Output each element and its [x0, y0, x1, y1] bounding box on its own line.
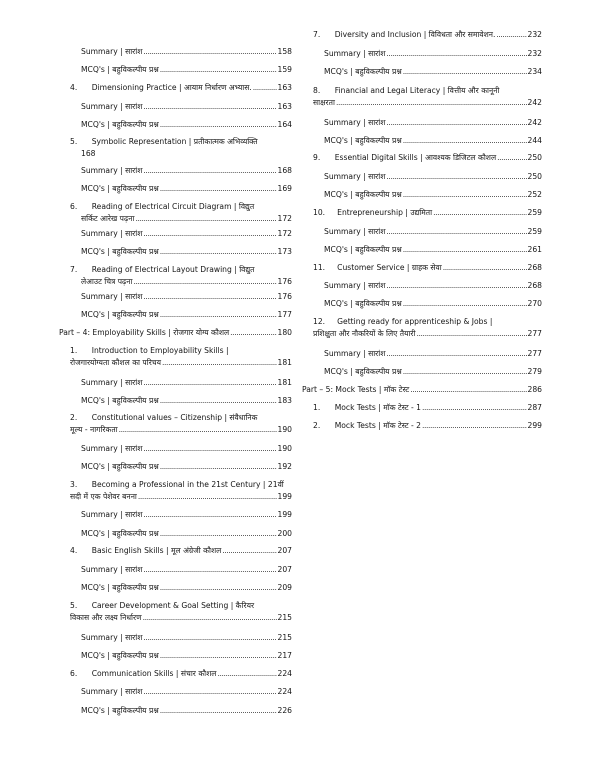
toc-entry — [70, 509, 292, 521]
toc-entry-title: 9. Essential Digital Skills | आवश्यक डिजिटल कौशल — [313, 153, 497, 162]
toc-entry-title: MCQ's | बहुविकल्पीय प्रश्न — [81, 120, 159, 129]
toc-entry-title-cont: लेआउट चित्र पढ़ना — [81, 277, 133, 286]
dot-leader — [386, 280, 526, 292]
dot-leader — [160, 650, 277, 662]
toc-entry-title: Summary | सारांश — [324, 172, 386, 181]
toc-page-number: 172 — [277, 214, 292, 223]
toc-part-heading — [302, 384, 542, 396]
toc-page-number: 176 — [277, 292, 292, 301]
toc-entry — [313, 262, 542, 274]
toc-page-number: 242 — [527, 98, 542, 107]
toc-entry — [70, 291, 292, 303]
dot-leader — [143, 228, 276, 240]
toc-entry — [70, 632, 292, 644]
toc-entry — [313, 117, 542, 129]
toc-part-heading — [59, 327, 292, 339]
toc-entry-title: MCQ's | बहुविकल्पीय प्रश्न — [81, 651, 159, 660]
toc-entry-title: Summary | सारांश — [81, 510, 143, 519]
toc-entry — [70, 136, 292, 160]
toc-entry-title: 1. Introduction to Employability Skills | — [70, 346, 229, 355]
toc-entry — [313, 226, 542, 238]
toc-entry-title: Summary | सारांश — [81, 444, 143, 453]
toc-page-number: 215 — [277, 613, 292, 622]
toc-entry-title: MCQ's | बहुविकल्पीय प्रश्न — [324, 245, 402, 254]
toc-page-number: 259 — [527, 208, 542, 217]
dot-leader — [160, 528, 277, 540]
dot-leader — [143, 291, 276, 303]
dot-leader — [143, 612, 277, 624]
toc-entry-title: MCQ's | बहुविकल्पीय प्रश्न — [81, 706, 159, 715]
toc-page-number: 168 — [81, 149, 96, 158]
toc-entry-title: 1. Mock Tests | मॉक टेस्ट - 1 — [313, 403, 421, 412]
toc-page-number: 192 — [277, 462, 292, 471]
toc-page-number: 268 — [527, 281, 542, 290]
toc-entry-title: Summary | सारांश — [81, 565, 143, 574]
dot-leader — [143, 443, 276, 455]
toc-entry — [313, 135, 542, 147]
dot-leader — [422, 402, 527, 414]
toc-entry-title: 12. Getting ready for apprenticeship & Jobs | — [313, 317, 493, 326]
dot-leader — [443, 262, 527, 274]
dot-leader — [138, 491, 277, 503]
toc-entry-title: Summary | सारांश — [81, 166, 143, 175]
dot-leader — [403, 189, 527, 201]
toc-entry-title: MCQ's | बहुविकल्पीय प्रश्न — [81, 462, 159, 471]
dot-leader — [143, 377, 276, 389]
toc-entry-title: Summary | सारांश — [324, 349, 386, 358]
toc-entry — [70, 545, 292, 557]
toc-entry — [313, 66, 542, 78]
toc-entry — [313, 152, 542, 164]
toc-entry-title: 2. Mock Tests | मॉक टेस्ट - 2 — [313, 421, 421, 430]
toc-entry-title: Summary | सारांश — [324, 118, 386, 127]
dot-leader — [433, 207, 526, 219]
toc-entry — [70, 228, 292, 240]
dot-leader — [143, 686, 276, 698]
toc-entry-title: 5. Symbolic Representation | प्रतीकात्मक अभिव्यक्ति — [70, 137, 258, 146]
toc-entry — [70, 201, 292, 225]
toc-entry — [70, 165, 292, 177]
toc-entry — [313, 298, 542, 310]
toc-page-number: 172 — [277, 229, 292, 238]
toc-entry — [70, 264, 292, 288]
toc-page-number: 268 — [527, 263, 542, 272]
toc-page-number: 299 — [527, 421, 542, 430]
toc-page-number: 181 — [277, 358, 292, 367]
toc-entry — [70, 246, 292, 258]
toc-entry-title: 4. Basic English Skills | मूल अंग्रेजी कौशल — [70, 546, 222, 555]
toc-entry — [70, 345, 292, 369]
toc-entry-title: Summary | सारांश — [81, 47, 143, 56]
toc-page-number: 287 — [527, 403, 542, 412]
toc-entry — [70, 705, 292, 717]
toc-page-number: 158 — [277, 47, 292, 56]
dot-leader — [143, 509, 276, 521]
dot-leader — [160, 309, 277, 321]
toc-entry — [313, 171, 542, 183]
dot-leader — [217, 668, 276, 680]
toc-page-number: 180 — [277, 328, 292, 337]
toc-entry-title: MCQ's | बहुविकल्पीय प्रश्न — [324, 190, 402, 199]
toc-entry-title: MCQ's | बहुविकल्पीय प्रश्न — [81, 310, 159, 319]
toc-page-number: 190 — [277, 425, 292, 434]
toc-entry — [70, 309, 292, 321]
toc-entry-title: 6. Communication Skills | संचार कौशल — [70, 669, 217, 678]
toc-entry-title: MCQ's | बहुविकल्पीय प्रश्न — [81, 583, 159, 592]
dot-leader — [386, 171, 526, 183]
toc-page-number: 177 — [277, 310, 292, 319]
dot-leader — [410, 384, 526, 396]
toc-page-number: 261 — [527, 245, 542, 254]
toc-entry-title: Summary | सारांश — [81, 292, 143, 301]
toc-entry — [313, 85, 542, 109]
toc-entry-title: 5. Career Development & Goal Setting | कैरियर — [70, 601, 255, 610]
dot-leader — [403, 244, 527, 256]
toc-entry — [70, 119, 292, 131]
dot-leader — [222, 545, 276, 557]
toc-entry-title: Summary | सारांश — [81, 102, 143, 111]
toc-entry — [313, 189, 542, 201]
toc-entry — [313, 207, 542, 219]
toc-page-number: 190 — [277, 444, 292, 453]
toc-entry — [313, 420, 542, 432]
toc-entry — [313, 316, 542, 340]
toc-entry — [70, 64, 292, 76]
toc-entry-title-cont: साक्षरता — [313, 98, 335, 107]
toc-entry — [70, 686, 292, 698]
toc-page-number: 163 — [277, 102, 292, 111]
toc-entry-title-cont: प्रशिक्षुता और नौकरियों के लिए तैयारी — [313, 329, 416, 338]
toc-entry-title: Summary | सारांश — [324, 49, 386, 58]
toc-page-number: 207 — [277, 546, 292, 555]
toc-page-number: 226 — [277, 706, 292, 715]
toc-entry-title: MCQ's | बहुविकल्पीय प्रश्न — [324, 136, 402, 145]
toc-entry — [313, 366, 542, 378]
toc-page-number: 224 — [277, 669, 292, 678]
toc-entry-title: MCQ's | बहुविकल्पीय प्रश्न — [324, 67, 402, 76]
toc-page-number: 173 — [277, 247, 292, 256]
toc-entry-title: Part – 4: Employability Skills | रोजगार योग्य कौशल — [59, 328, 230, 337]
toc-entry-title: 7. Reading of Electrical Layout Drawing | विद्युत — [70, 265, 255, 274]
toc-page-number: 224 — [277, 687, 292, 696]
dot-leader — [160, 395, 277, 407]
toc-page-number: 199 — [277, 510, 292, 519]
toc-entry-title-cont: विकास और लक्ष्य निर्धारण — [70, 613, 142, 622]
toc-entry-title: 10. Entrepreneurship | उद्यमिता — [313, 208, 433, 217]
dot-leader — [160, 183, 277, 195]
dot-leader — [403, 298, 527, 310]
dot-leader — [253, 82, 277, 94]
dot-leader — [143, 632, 276, 644]
toc-entry — [313, 48, 542, 60]
toc-entry-title: Summary | सारांश — [81, 687, 143, 696]
toc-entry — [70, 82, 292, 94]
toc-entry — [70, 101, 292, 113]
dot-leader — [496, 29, 526, 41]
toc-entry-title: 8. Financial and Legal Literacy | वित्तीय और कानूनी — [313, 86, 500, 95]
toc-entry-title: MCQ's | बहुविकल्पीय प्रश्न — [81, 65, 159, 74]
toc-page-number: 176 — [277, 277, 292, 286]
toc-page-number: 168 — [277, 166, 292, 175]
dot-leader — [386, 348, 526, 360]
toc-entry-title: Summary | सारांश — [324, 281, 386, 290]
dot-leader — [160, 582, 277, 594]
toc-entry — [70, 461, 292, 473]
toc-entry-title: 2. Constitutional values – Citizenship | संवैधानिक — [70, 413, 258, 422]
toc-entry-title-cont: रोजगारयोग्यता कौशल का परिचय — [70, 358, 162, 367]
dot-leader — [119, 424, 277, 436]
dot-leader — [386, 48, 526, 60]
dot-leader — [143, 564, 276, 576]
toc-entry-title: 4. Dimensioning Practice | आयाम निर्धारण अभ्यास. — [70, 83, 252, 92]
dot-leader — [162, 357, 276, 369]
toc-entry — [313, 280, 542, 292]
dot-leader — [386, 117, 526, 129]
toc-page-number: 259 — [527, 227, 542, 236]
toc-page-number: 159 — [277, 65, 292, 74]
toc-page-number: 181 — [277, 378, 292, 387]
toc-entry-title: MCQ's | बहुविकल्पीय प्रश्न — [324, 299, 402, 308]
toc-entry — [313, 402, 542, 414]
dot-leader — [133, 276, 276, 288]
toc-page-number: 207 — [277, 565, 292, 574]
dot-leader — [497, 152, 526, 164]
dot-leader — [403, 135, 527, 147]
toc-entry-title: 3. Becoming a Professional in the 21st Century | 21वीं — [70, 480, 284, 489]
toc-page-number: 250 — [527, 172, 542, 181]
toc-page-number: 244 — [527, 136, 542, 145]
dot-leader — [403, 366, 527, 378]
toc-entry — [313, 29, 542, 41]
toc-entry-title: MCQ's | बहुविकल्पीय प्रश्न — [81, 184, 159, 193]
dot-leader — [403, 66, 527, 78]
dot-leader — [160, 461, 277, 473]
toc-page-number: 277 — [527, 329, 542, 338]
toc-page-number: 217 — [277, 651, 292, 660]
dot-leader — [135, 213, 276, 225]
toc-entry — [313, 244, 542, 256]
toc-entry — [70, 443, 292, 455]
toc-page-number: 286 — [527, 385, 542, 394]
dot-leader — [422, 420, 527, 432]
toc-entry-title: 11. Customer Service | ग्राहक सेवा — [313, 263, 442, 272]
toc-entry — [70, 528, 292, 540]
toc-entry — [70, 582, 292, 594]
dot-leader — [143, 46, 276, 58]
toc-page-number: 183 — [277, 396, 292, 405]
toc-entry — [70, 412, 292, 436]
toc-entry-title: 7. Diversity and Inclusion | विविधता और समावेशन. — [313, 30, 496, 39]
toc-entry-title: Summary | सारांश — [81, 378, 143, 387]
toc-entry — [70, 395, 292, 407]
toc-page-number: 163 — [277, 83, 292, 92]
toc-page-number: 169 — [277, 184, 292, 193]
toc-entry — [70, 564, 292, 576]
toc-entry — [70, 377, 292, 389]
toc-entry-title-cont: मूल्य - नागरिकता — [70, 425, 118, 434]
toc-entry — [70, 600, 292, 624]
toc-page-number: 215 — [277, 633, 292, 642]
toc-page-number: 279 — [527, 367, 542, 376]
dot-leader — [160, 119, 277, 131]
toc-page-number: 232 — [527, 49, 542, 58]
toc-entry-title: Summary | सारांश — [324, 227, 386, 236]
toc-page-number: 277 — [527, 349, 542, 358]
toc-entry-title: MCQ's | बहुविकल्पीय प्रश्न — [81, 529, 159, 538]
dot-leader — [143, 165, 276, 177]
toc-page-number: 270 — [527, 299, 542, 308]
toc-entry-title: Summary | सारांश — [81, 633, 143, 642]
toc-entry — [313, 348, 542, 360]
dot-leader — [230, 327, 276, 339]
toc-page-number: 164 — [277, 120, 292, 129]
toc-entry-title-cont: सदी में एक पेशेवर बनना — [70, 492, 137, 501]
toc-entry — [70, 183, 292, 195]
toc-page-number: 234 — [527, 67, 542, 76]
toc-page-number: 250 — [527, 153, 542, 162]
toc-entry-title-cont: सर्किट आरेख पढ़ना — [81, 214, 135, 223]
toc-page-number: 242 — [527, 118, 542, 127]
toc-entry — [70, 650, 292, 662]
dot-leader — [160, 705, 277, 717]
toc-page-number: 252 — [527, 190, 542, 199]
toc-page-number: 232 — [527, 30, 542, 39]
toc-entry — [70, 479, 292, 503]
toc-page-number: 200 — [277, 529, 292, 538]
dot-leader — [417, 328, 527, 340]
toc-entry-title: MCQ's | बहुविकल्पीय प्रश्न — [81, 247, 159, 256]
dot-leader — [160, 246, 277, 258]
toc-entry — [70, 46, 292, 58]
toc-entry-title: Summary | सारांश — [81, 229, 143, 238]
toc-page-number: 199 — [277, 492, 292, 501]
dot-leader — [386, 226, 526, 238]
toc-entry-title: MCQ's | बहुविकल्पीय प्रश्न — [81, 396, 159, 405]
toc-entry — [70, 668, 292, 680]
toc-entry-title: MCQ's | बहुविकल्पीय प्रश्न — [324, 367, 402, 376]
dot-leader — [143, 101, 276, 113]
dot-leader — [160, 64, 277, 76]
toc-page-number: 209 — [277, 583, 292, 592]
toc-entry-title: Part – 5: Mock Tests | मॉक टेस्ट — [302, 385, 410, 394]
toc-entry-title: 6. Reading of Electrical Circuit Diagram | विद्युत — [70, 202, 255, 211]
dot-leader — [336, 97, 527, 109]
